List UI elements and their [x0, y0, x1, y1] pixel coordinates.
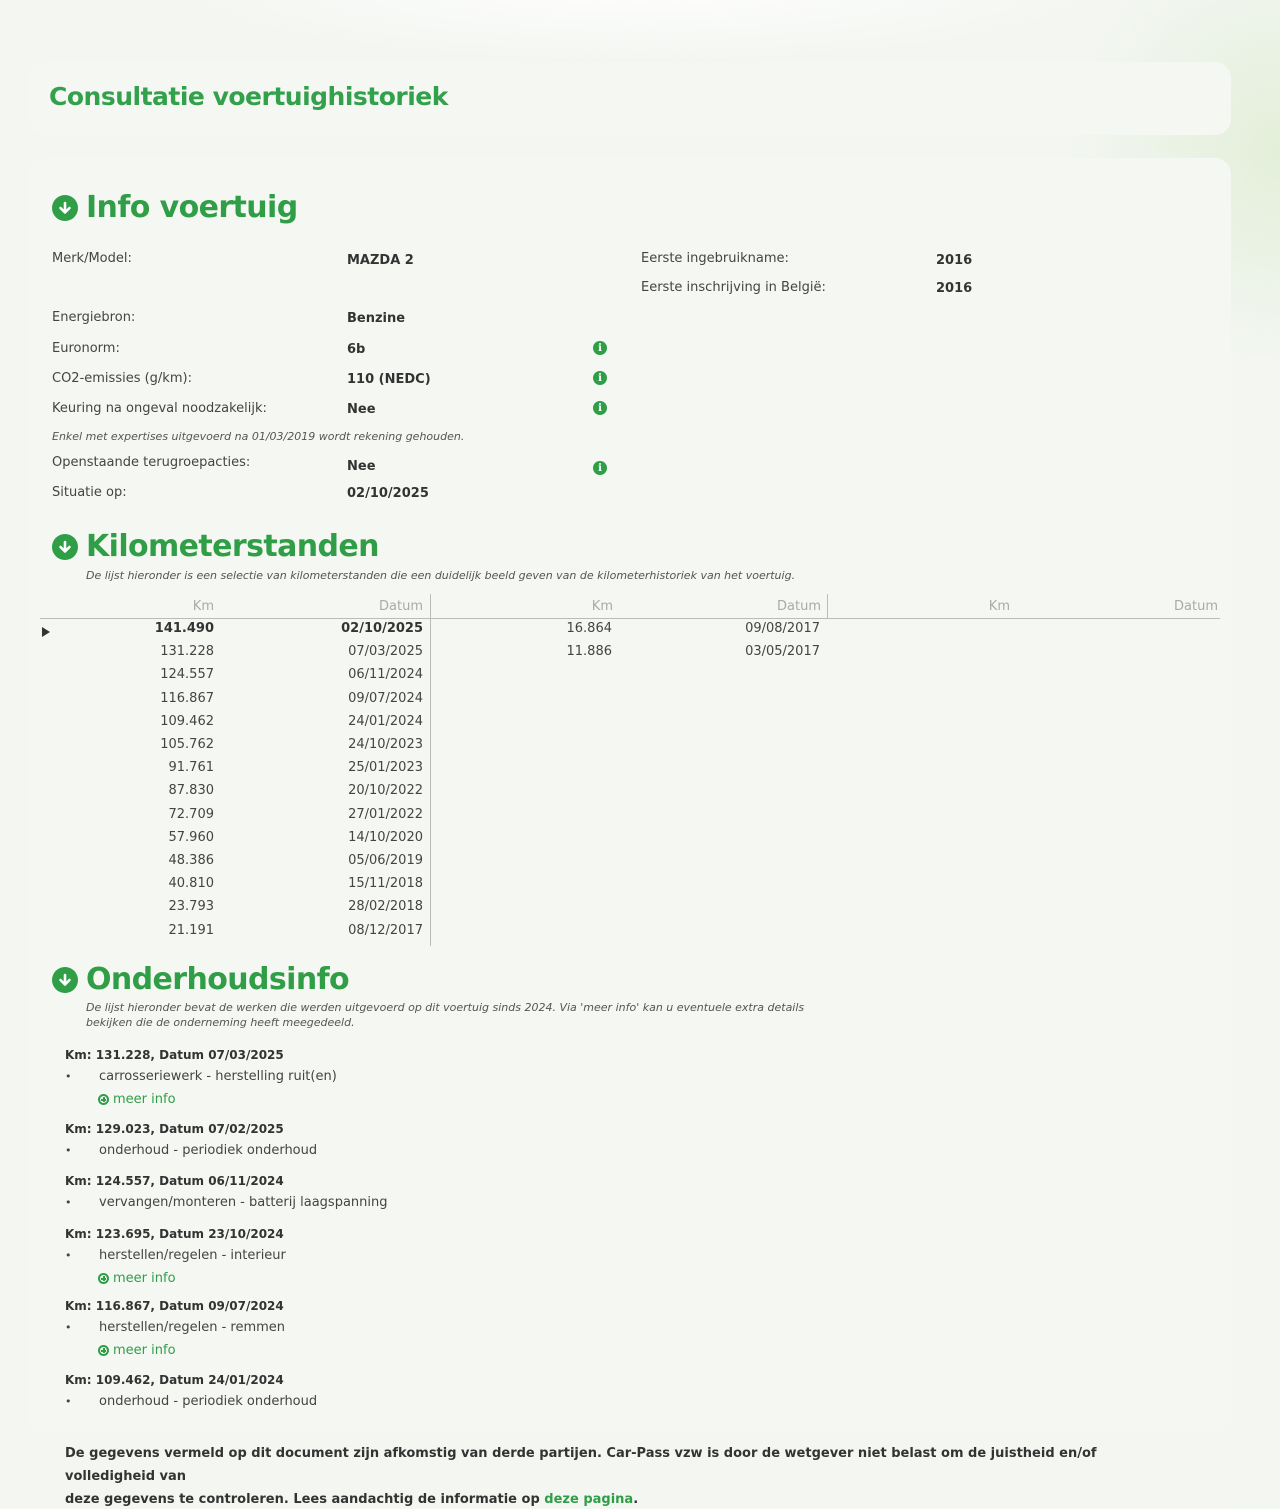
col-header-date: Datum — [777, 599, 821, 614]
maintenance-entry — [65, 1171, 388, 1214]
value-recalls: Nee — [347, 459, 376, 474]
mileage-date-cell: 09/07/2024 — [348, 690, 423, 706]
mileage-date-cell: 05/06/2019 — [348, 853, 423, 868]
label-first-use: Eerste ingebruikname: — [641, 251, 789, 266]
maintenance-item: • herstellen/regelen - interieur — [65, 1244, 286, 1267]
mileage-date-cell: 07/03/2025 — [348, 644, 423, 660]
mileage-km-cell: 72.709 — [168, 806, 214, 822]
mileage-date-cell: 03/05/2017 — [745, 644, 820, 660]
maintenance-entry-header: Km: 131.228, Datum 07/03/2025 — [65, 1048, 284, 1062]
mileage-km-cell: 57.960 — [168, 829, 214, 845]
mileage-date-cell: 09/08/2017 — [745, 621, 820, 636]
mileage-note: De lijst hieronder is een selectie van kilometerstanden die een duidelijk beeld geven van de kilometerhistoriek van het voertuig. — [86, 569, 796, 582]
mileage-date-cell: 28/02/2018 — [348, 899, 423, 915]
arrow-down-circle-icon — [52, 195, 78, 221]
value-situation: 02/10/2025 — [347, 486, 429, 501]
value-fuel: Benzine — [347, 311, 406, 326]
value-first-use: 2016 — [936, 253, 973, 268]
col-header-date: Datum — [1174, 599, 1218, 614]
label-brand-model: Merk/Model: — [52, 251, 132, 266]
label-co2: CO2-emissies (g/km): — [52, 371, 192, 386]
info-icon[interactable]: i — [593, 371, 607, 385]
maintenance-item: • onderhoud - periodiek onderhoud — [65, 1390, 317, 1413]
plus-circle-icon — [98, 1094, 109, 1105]
maintenance-note-line-1: De lijst hieronder bevat de werken die werden uitgevoerd op dit voertuig sinds 2024. Via 'meer info' kan u eventuele extra details — [86, 1001, 805, 1014]
label-situation: Situatie op: — [52, 485, 127, 500]
more-info-link[interactable]: meer info — [65, 1267, 286, 1290]
info-icon[interactable]: i — [593, 461, 607, 475]
section-title: Kilometerstanden — [86, 529, 379, 564]
maintenance-entry-header: Km: 129.023, Datum 07/02/2025 — [65, 1122, 284, 1136]
mileage-date-cell: 25/01/2023 — [348, 760, 423, 776]
mileage-date-cell: 24/01/2024 — [348, 713, 423, 729]
maintenance-item: • onderhoud - periodiek onderhoud — [65, 1139, 317, 1162]
column-divider — [430, 594, 431, 946]
maintenance-entry-header: Km: 124.557, Datum 06/11/2024 — [65, 1174, 284, 1188]
maintenance-entry-header: Km: 123.695, Datum 23/10/2024 — [65, 1227, 284, 1241]
mileage-km-cell: 21.191 — [168, 922, 214, 938]
plus-circle-icon — [98, 1345, 109, 1356]
value-euronorm: 6b — [347, 342, 366, 357]
disclaimer — [65, 1442, 1185, 1509]
col-header-km: Km — [192, 599, 214, 614]
disclaimer-line-2: deze gegevens te controleren. Lees aandachtig de informatie op deze pagina. — [65, 1492, 639, 1507]
mileage-km-cell: 23.793 — [168, 899, 214, 915]
maintenance-item: • carrosseriewerk - herstelling ruit(en) — [65, 1065, 337, 1088]
section-vehicle-info[interactable] — [52, 190, 298, 225]
col-header-date: Datum — [379, 599, 423, 614]
arrow-down-circle-icon — [52, 967, 78, 993]
info-page-link[interactable]: deze pagina — [544, 1492, 634, 1507]
mileage-date-cell: 24/10/2023 — [348, 737, 423, 752]
mileage-km-cell: 116.867 — [160, 690, 214, 706]
column-divider — [827, 594, 828, 618]
mileage-km-cell: 16.864 — [566, 621, 612, 636]
mileage-km-cell: 109.462 — [160, 713, 214, 729]
section-maintenance[interactable] — [52, 962, 349, 997]
plus-circle-icon — [98, 1273, 109, 1284]
mileage-date-cell: 02/10/2025 — [341, 621, 423, 636]
maintenance-note-line-2: bekijken die de onderneming heeft meegedeeld. — [86, 1016, 355, 1029]
maintenance-entry — [65, 1119, 317, 1162]
maintenance-entry — [65, 1296, 285, 1362]
maintenance-entry — [65, 1224, 286, 1290]
maintenance-entry-header: Km: 109.462, Datum 24/01/2024 — [65, 1373, 284, 1387]
mileage-date-cell: 15/11/2018 — [348, 876, 423, 892]
mileage-km-cell: 91.761 — [168, 760, 214, 776]
label-inspection: Keuring na ongeval noodzakelijk: — [52, 401, 267, 416]
table-header-divider — [40, 618, 1220, 619]
col-header-km: Km — [988, 599, 1010, 614]
value-co2: 110 (NEDC) — [347, 372, 431, 387]
maintenance-item: • herstellen/regelen - remmen — [65, 1316, 285, 1339]
mileage-km-cell: 141.490 — [154, 621, 214, 636]
mileage-km-cell: 48.386 — [168, 853, 214, 868]
mileage-date-cell: 06/11/2024 — [348, 667, 423, 683]
mileage-km-cell: 40.810 — [168, 876, 214, 892]
value-first-registration: 2016 — [936, 281, 973, 296]
mileage-date-cell: 27/01/2022 — [348, 806, 423, 822]
mileage-km-cell: 105.762 — [160, 737, 214, 752]
mileage-km-cell: 124.557 — [160, 667, 214, 683]
main-card — [29, 158, 1231, 1433]
value-brand-model: MAZDA 2 — [347, 253, 414, 268]
maintenance-entry — [65, 1045, 337, 1111]
mileage-km-cell: 11.886 — [566, 644, 612, 660]
disclaimer-line-1: De gegevens vermeld op dit document zijn afkomstig van derde partijen. Car-Pass vzw is door de wetgever niet belast om de juistheid en/of volledigheid van — [65, 1446, 1097, 1484]
more-info-link[interactable]: meer info — [65, 1339, 285, 1362]
maintenance-entry-header: Km: 116.867, Datum 09/07/2024 — [65, 1299, 284, 1313]
value-inspection: Nee — [347, 402, 376, 417]
section-title: Onderhoudsinfo — [86, 962, 350, 997]
mileage-km-cell: 87.830 — [168, 783, 214, 799]
info-icon[interactable]: i — [593, 341, 607, 355]
page-title: Consultatie voertuighistoriek — [49, 82, 448, 111]
col-header-km: Km — [591, 599, 613, 614]
label-first-registration: Eerste inschrijving in België: — [641, 280, 826, 295]
label-euronorm: Euronorm: — [52, 341, 120, 356]
maintenance-entry — [65, 1370, 317, 1413]
info-icon[interactable]: i — [593, 401, 607, 415]
more-info-link[interactable]: meer info — [65, 1088, 337, 1111]
mileage-km-cell: 131.228 — [160, 644, 214, 660]
inspection-note: Enkel met expertises uitgevoerd na 01/03/2019 wordt rekening gehouden. — [52, 430, 465, 443]
label-recalls: Openstaande terugroepacties: — [52, 455, 251, 470]
mileage-table — [40, 590, 1220, 948]
label-fuel: Energiebron: — [52, 310, 136, 325]
mileage-date-cell: 20/10/2022 — [348, 783, 423, 799]
section-title: Info voertuig — [86, 190, 298, 225]
title-card — [29, 62, 1231, 135]
arrow-down-circle-icon — [52, 534, 78, 560]
section-mileage[interactable] — [52, 529, 379, 564]
mileage-date-cell: 08/12/2017 — [348, 922, 423, 938]
mileage-date-cell: 14/10/2020 — [348, 829, 423, 845]
maintenance-item: • vervangen/monteren - batterij laagspanning — [65, 1191, 388, 1214]
current-row-pointer-icon — [42, 627, 50, 637]
